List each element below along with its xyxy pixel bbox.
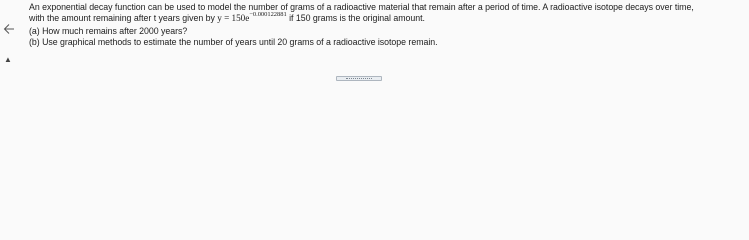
triangle-up-icon: ▲ bbox=[4, 55, 12, 64]
back-arrow-icon[interactable] bbox=[2, 22, 16, 36]
decay-equation bbox=[217, 10, 287, 23]
equation-base: y = 150e bbox=[217, 13, 250, 23]
expand-more-button[interactable] bbox=[336, 76, 382, 81]
problem-text bbox=[29, 2, 741, 48]
part-a-question: (a) How much remains after 2000 years? bbox=[29, 26, 188, 36]
more-dots-icon bbox=[346, 78, 372, 80]
problem-line-2 bbox=[29, 10, 741, 24]
problem-panel bbox=[0, 0, 749, 82]
equation-exponent: −0.000122881 bbox=[249, 10, 287, 18]
problem-line-1: An exponential decay function can be used to model the number of grams of a radioactive material that remain after a period of time. A radioactive isotope decays over time, bbox=[29, 2, 694, 12]
part-b-question: (b) Use graphical methods to estimate the number of years until 20 grams of a radioactive isotope remain. bbox=[29, 37, 438, 47]
problem-line-2-end: if 150 grams is the original amount. bbox=[286, 13, 425, 23]
problem-line-2-intro: with the amount remaining after t years given by bbox=[29, 13, 218, 23]
